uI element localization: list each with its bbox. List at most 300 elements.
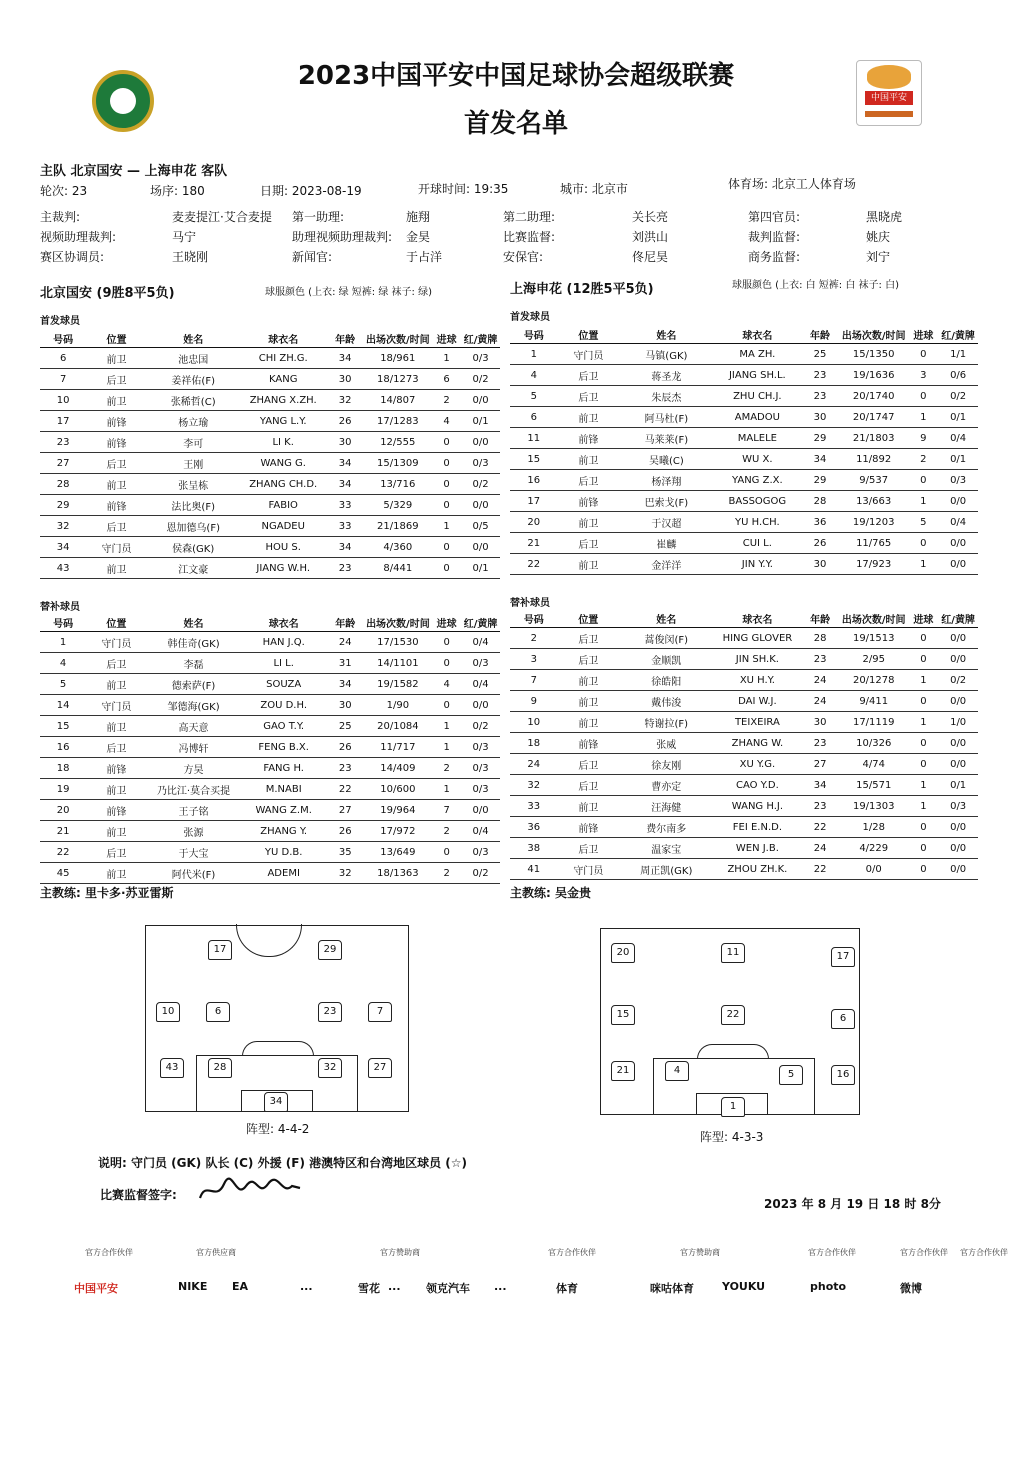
player-cell: BASSOGOG	[714, 491, 802, 512]
player-cell: 11/892	[839, 449, 909, 470]
player-cell: 5/329	[363, 495, 432, 516]
player-cell: ZHANG W.	[714, 733, 802, 754]
player-cell: 4	[510, 365, 558, 386]
player-cell: 22	[510, 554, 558, 575]
player-cell: 1	[908, 554, 938, 575]
away-coach: 主教练: 吴金贵	[510, 886, 591, 900]
player-cell: NGADEU	[240, 516, 327, 537]
player-row	[40, 632, 500, 653]
player-cell: 邹德海(GK)	[147, 695, 241, 716]
player-row	[510, 407, 978, 428]
player-cell: 0	[908, 470, 938, 491]
player-cell: 前卫	[86, 821, 146, 842]
player-cell: 45	[40, 863, 86, 884]
player-cell: 23	[801, 386, 839, 407]
player-row	[510, 796, 978, 817]
player-cell: 1	[40, 632, 86, 653]
player-cell: 21	[510, 533, 558, 554]
player-cell: 0/0	[938, 691, 978, 712]
player-cell: 34	[327, 537, 364, 558]
official-name: 黑晓虎	[866, 210, 903, 224]
player-cell: 0/0	[938, 491, 978, 512]
player-cell: 阿代米(F)	[147, 863, 241, 884]
player-row	[40, 863, 500, 884]
jersey-icon: 6	[206, 1002, 230, 1022]
player-row	[40, 474, 500, 495]
player-cell: 12/555	[363, 432, 432, 453]
player-cell: 0/4	[938, 512, 978, 533]
player-cell: 21/1803	[839, 428, 909, 449]
home-subs-table	[40, 614, 500, 884]
player-cell: 26	[327, 411, 364, 432]
player-cell: 25	[327, 716, 364, 737]
player-cell: 0/3	[938, 796, 978, 817]
player-cell: 1	[908, 407, 938, 428]
player-row	[510, 628, 978, 649]
player-cell: 0/5	[461, 516, 500, 537]
player-cell: 15/1350	[839, 344, 909, 365]
player-cell: 17/1530	[364, 632, 433, 653]
player-cell: 1	[432, 348, 461, 369]
player-cell: 0/3	[461, 842, 500, 863]
player-cell: 2	[432, 821, 461, 842]
player-cell: 4/74	[839, 754, 909, 775]
player-cell: 德索萨(F)	[147, 674, 241, 695]
player-cell: 0	[909, 649, 939, 670]
player-cell: 17/923	[839, 554, 909, 575]
jersey-icon: 5	[779, 1065, 803, 1085]
player-cell: 守门员	[558, 859, 620, 880]
player-row	[40, 369, 500, 390]
player-cell: 0/0	[938, 533, 978, 554]
player-cell: 前卫	[86, 348, 146, 369]
player-cell: 17/1283	[363, 411, 432, 432]
away-starters-table	[510, 326, 978, 575]
player-cell: 24	[801, 691, 839, 712]
player-cell: 后卫	[558, 838, 620, 859]
player-cell: 前锋	[86, 758, 146, 779]
city: 城市: 北京市	[560, 182, 628, 196]
player-cell: 0	[908, 386, 938, 407]
player-cell: 0/1	[938, 407, 978, 428]
player-cell: 后卫	[558, 386, 620, 407]
player-cell: 7	[510, 670, 558, 691]
player-cell: 5	[908, 512, 938, 533]
player-cell: 20	[510, 512, 558, 533]
player-cell: ZHU CH.J.	[714, 386, 802, 407]
column-header: 姓名	[147, 330, 240, 348]
player-cell: 0/2	[461, 863, 500, 884]
player-cell: 0/1	[938, 775, 978, 796]
away-subs-table	[510, 610, 978, 880]
player-row	[510, 733, 978, 754]
player-cell: LI K.	[240, 432, 327, 453]
player-cell: 0/1	[938, 449, 978, 470]
player-cell: 0	[432, 453, 461, 474]
player-cell: 0/0	[461, 800, 500, 821]
player-cell: 24	[801, 838, 839, 859]
player-cell: 巴索戈(F)	[619, 491, 713, 512]
player-cell: 13/716	[363, 474, 432, 495]
player-cell: 19	[40, 779, 86, 800]
jersey-icon: 4	[665, 1061, 689, 1081]
player-cell: 20/1084	[364, 716, 433, 737]
player-cell: 马镇(GK)	[619, 344, 713, 365]
player-cell: 29	[801, 428, 839, 449]
player-cell: 江文豪	[147, 558, 240, 579]
official-label: 裁判监督:	[748, 230, 801, 244]
official-name: 刘宁	[866, 250, 891, 264]
match-no: 场序: 180	[150, 184, 205, 198]
player-cell: 特谢拉(F)	[619, 712, 713, 733]
player-cell: 0/3	[461, 737, 500, 758]
player-cell: 16	[510, 470, 558, 491]
away-team-record: 上海申花 (12胜5平5负)	[510, 282, 654, 297]
player-row	[510, 754, 978, 775]
player-cell: 前卫	[86, 779, 146, 800]
home-starters-table	[40, 330, 500, 579]
player-cell: 0/0	[938, 838, 978, 859]
player-cell: 张源	[147, 821, 241, 842]
official-name: 麦麦提江·艾合麦提	[172, 210, 272, 224]
page-title: 2023中国平安中国足球协会超级联赛	[297, 61, 735, 91]
official-name: 关长亮	[632, 210, 669, 224]
official-label: 第四官员:	[748, 210, 801, 224]
column-header: 进球	[432, 614, 461, 632]
official-name: 马宁	[172, 230, 197, 244]
player-cell: ZHANG X.ZH.	[240, 390, 327, 411]
home-formation: 阵型: 4-4-2	[246, 1122, 310, 1136]
jersey-icon: 17	[831, 947, 855, 967]
player-row	[40, 453, 500, 474]
away-starters-label: 首发球员	[510, 312, 550, 323]
player-cell: ADEMI	[240, 863, 326, 884]
player-cell: 2	[432, 390, 461, 411]
player-cell: 前锋	[86, 495, 146, 516]
player-cell: 温家宝	[619, 838, 713, 859]
player-cell: 35	[327, 842, 364, 863]
home-team-record: 北京国安 (9胜8平5负)	[40, 286, 175, 301]
player-row	[40, 737, 500, 758]
player-cell: 27	[327, 800, 364, 821]
player-row	[510, 344, 978, 365]
player-cell: 高天意	[147, 716, 241, 737]
player-cell: 方昊	[147, 758, 241, 779]
official-label: 视频助理裁判:	[40, 230, 117, 244]
player-cell: 19/1203	[839, 512, 909, 533]
player-cell: 后卫	[558, 628, 620, 649]
jersey-icon: 17	[208, 940, 232, 960]
player-cell: 0	[909, 628, 939, 649]
player-row	[510, 712, 978, 733]
player-cell: ZHANG CH.D.	[240, 474, 327, 495]
player-cell: 0/4	[461, 632, 500, 653]
player-cell: 23	[801, 796, 839, 817]
player-cell: 43	[40, 558, 86, 579]
player-cell: MA ZH.	[714, 344, 802, 365]
player-cell: 14/807	[363, 390, 432, 411]
player-cell: 32	[327, 390, 364, 411]
player-cell: 金顺凯	[619, 649, 713, 670]
player-cell: 9/537	[839, 470, 909, 491]
player-row	[40, 695, 500, 716]
official-label: 安保官:	[503, 250, 544, 264]
player-cell: 23	[801, 365, 839, 386]
player-cell: 34	[327, 348, 364, 369]
player-row	[40, 716, 500, 737]
player-cell: 21	[40, 821, 86, 842]
player-cell: 28	[801, 628, 839, 649]
player-cell: 4/229	[839, 838, 909, 859]
player-cell: JIN Y.Y.	[714, 554, 802, 575]
player-cell: 0/2	[938, 670, 978, 691]
player-cell: SOUZA	[240, 674, 326, 695]
player-cell: CHI ZH.G.	[240, 348, 327, 369]
player-cell: 0/0	[938, 754, 978, 775]
jersey-icon: 7	[368, 1002, 392, 1022]
player-cell: 5	[40, 674, 86, 695]
player-cell: 4	[432, 674, 461, 695]
jersey-icon: 16	[831, 1065, 855, 1085]
player-cell: 后卫	[86, 369, 146, 390]
player-cell: 于大宝	[147, 842, 241, 863]
column-header: 红/黄牌	[461, 330, 500, 348]
player-cell: 前卫	[86, 390, 146, 411]
player-row	[40, 558, 500, 579]
player-cell: 法比奥(F)	[147, 495, 240, 516]
player-cell: 13/663	[839, 491, 909, 512]
player-cell: HING GLOVER	[714, 628, 802, 649]
player-cell: 后卫	[558, 775, 620, 796]
player-row	[40, 800, 500, 821]
player-cell: JIANG SH.L.	[714, 365, 802, 386]
player-cell: 1	[909, 775, 939, 796]
player-cell: 杨泽翔	[619, 470, 713, 491]
official-label: 赛区协调员:	[40, 250, 105, 264]
player-cell: 前卫	[86, 558, 146, 579]
player-cell: 29	[40, 495, 86, 516]
player-cell: 0/4	[938, 428, 978, 449]
player-cell: 于汉超	[619, 512, 713, 533]
player-cell: 33	[327, 516, 364, 537]
player-cell: 0	[432, 474, 461, 495]
player-cell: 0/3	[461, 348, 500, 369]
column-header: 年龄	[327, 330, 364, 348]
player-cell: 1/0	[938, 712, 978, 733]
player-cell: 2/95	[839, 649, 909, 670]
player-cell: 9	[510, 691, 558, 712]
player-row	[40, 779, 500, 800]
player-cell: WANG Z.M.	[240, 800, 326, 821]
player-cell: 前锋	[86, 800, 146, 821]
player-cell: 守门员	[86, 632, 146, 653]
player-cell: 前锋	[558, 428, 620, 449]
player-cell: 0/2	[938, 386, 978, 407]
player-cell: 1	[908, 491, 938, 512]
player-cell: 0/0	[461, 695, 500, 716]
player-cell: 0	[909, 733, 939, 754]
player-cell: 恩加德乌(F)	[147, 516, 240, 537]
player-cell: 0/3	[461, 653, 500, 674]
away-formation-pitch	[600, 928, 860, 1115]
player-cell: 0	[432, 537, 461, 558]
supervisor-signature	[196, 1172, 306, 1206]
jersey-icon: 10	[156, 1002, 180, 1022]
player-cell: 王刚	[147, 453, 240, 474]
player-cell: 前卫	[558, 407, 620, 428]
official-label: 助理视频助理裁判:	[292, 230, 393, 244]
sponsor-logo: ...	[300, 1280, 313, 1293]
player-row	[40, 516, 500, 537]
player-cell: 30	[327, 695, 364, 716]
player-cell: 1	[909, 796, 939, 817]
player-row	[510, 691, 978, 712]
player-cell: 后卫	[558, 533, 620, 554]
player-cell: 27	[40, 453, 86, 474]
player-cell: CUI L.	[714, 533, 802, 554]
player-cell: 0/3	[938, 470, 978, 491]
player-cell: 11/717	[364, 737, 433, 758]
player-cell: WU X.	[714, 449, 802, 470]
kickoff-time: 开球时间: 19:35	[418, 182, 509, 196]
player-cell: 22	[40, 842, 86, 863]
player-cell: 蒋圣龙	[619, 365, 713, 386]
player-cell: 28	[40, 474, 86, 495]
column-header: 号码	[510, 610, 558, 628]
player-cell: 后卫	[86, 653, 146, 674]
player-cell: 18/961	[363, 348, 432, 369]
player-cell: 前卫	[558, 670, 620, 691]
player-cell: 0/0	[938, 554, 978, 575]
sponsor-category-label: 官方合作伙伴	[808, 1248, 856, 1257]
player-cell: 33	[510, 796, 558, 817]
player-cell: 1	[909, 712, 939, 733]
column-header: 姓名	[619, 610, 713, 628]
player-row	[40, 674, 500, 695]
official-name: 佟尼昊	[632, 250, 669, 264]
player-cell: 23	[801, 649, 839, 670]
player-cell: 守门员	[558, 344, 620, 365]
player-cell: MALELE	[714, 428, 802, 449]
player-cell: 15	[510, 449, 558, 470]
player-cell: DAI W.J.	[714, 691, 802, 712]
player-cell: 前卫	[558, 512, 620, 533]
player-cell: 1/28	[839, 817, 909, 838]
player-cell: 26	[327, 737, 364, 758]
player-cell: WEN J.B.	[714, 838, 802, 859]
player-cell: 3	[908, 365, 938, 386]
player-cell: ZHOU ZH.K.	[714, 859, 802, 880]
signed-timestamp: 2023 年 8 月 19 日 18 时 8分	[764, 1197, 941, 1211]
player-cell: 26	[801, 533, 839, 554]
column-header: 球衣名	[240, 614, 326, 632]
player-cell: 33	[327, 495, 364, 516]
player-cell: 0	[432, 632, 461, 653]
player-cell: ZHANG Y.	[240, 821, 326, 842]
player-cell: 36	[510, 817, 558, 838]
player-cell: 34	[40, 537, 86, 558]
player-cell: 前锋	[86, 432, 146, 453]
player-cell: 后卫	[558, 470, 620, 491]
player-cell: 4	[432, 411, 461, 432]
player-cell: WANG G.	[240, 453, 327, 474]
player-cell: 池忠国	[147, 348, 240, 369]
player-cell: 6	[510, 407, 558, 428]
sponsor-logo: 咪咕体育	[650, 1282, 694, 1295]
player-cell: 34	[801, 775, 839, 796]
player-cell: 王子铭	[147, 800, 241, 821]
player-cell: 4/360	[363, 537, 432, 558]
jersey-icon: 34	[264, 1092, 288, 1112]
player-row	[510, 838, 978, 859]
player-cell: 19/1513	[839, 628, 909, 649]
player-cell: 前卫	[86, 716, 146, 737]
player-cell: 前锋	[558, 817, 620, 838]
jersey-icon: 11	[721, 943, 745, 963]
player-cell: 冯博轩	[147, 737, 241, 758]
player-cell: 15	[40, 716, 86, 737]
player-cell: 0/3	[461, 758, 500, 779]
player-row	[40, 821, 500, 842]
player-cell: 0/0	[938, 649, 978, 670]
player-cell: 李可	[147, 432, 240, 453]
column-header: 球衣名	[240, 330, 327, 348]
player-row	[40, 495, 500, 516]
player-cell: 0	[432, 653, 461, 674]
player-cell: XU Y.G.	[714, 754, 802, 775]
player-cell: 后卫	[86, 737, 146, 758]
player-row	[40, 348, 500, 369]
player-row	[40, 653, 500, 674]
player-cell: ZOU D.H.	[240, 695, 326, 716]
player-cell: FENG B.X.	[240, 737, 326, 758]
player-cell: 24	[327, 632, 364, 653]
player-cell: 2	[432, 863, 461, 884]
player-cell: 徐友刚	[619, 754, 713, 775]
sponsor-logo: EA	[232, 1280, 249, 1293]
column-header: 球衣名	[714, 610, 802, 628]
player-cell: 前卫	[558, 691, 620, 712]
player-cell: 后卫	[558, 365, 620, 386]
player-cell: 1	[432, 516, 461, 537]
player-cell: 1	[432, 779, 461, 800]
player-cell: 25	[801, 344, 839, 365]
player-cell: 34	[801, 449, 839, 470]
player-cell: 2	[510, 628, 558, 649]
column-header: 红/黄牌	[461, 614, 500, 632]
player-cell: 30	[327, 369, 364, 390]
player-cell: 22	[801, 859, 839, 880]
player-cell: 费尔南多	[619, 817, 713, 838]
player-row	[510, 365, 978, 386]
player-cell: 18	[40, 758, 86, 779]
column-header: 出场次数/时间	[839, 610, 909, 628]
player-cell: 19/964	[364, 800, 433, 821]
sponsor-category-label: 官方合作伙伴	[900, 1248, 948, 1257]
player-cell: 17/972	[364, 821, 433, 842]
column-header: 进球	[909, 610, 939, 628]
player-cell: 张稀哲(C)	[147, 390, 240, 411]
player-cell: AMADOU	[714, 407, 802, 428]
player-cell: 1	[432, 716, 461, 737]
player-cell: 前卫	[558, 712, 620, 733]
official-label: 新闻官:	[292, 250, 333, 264]
player-cell: 0	[908, 533, 938, 554]
player-cell: 前卫	[86, 474, 146, 495]
player-cell: 0	[909, 691, 939, 712]
player-cell: 17	[510, 491, 558, 512]
player-cell: JIANG W.H.	[240, 558, 327, 579]
